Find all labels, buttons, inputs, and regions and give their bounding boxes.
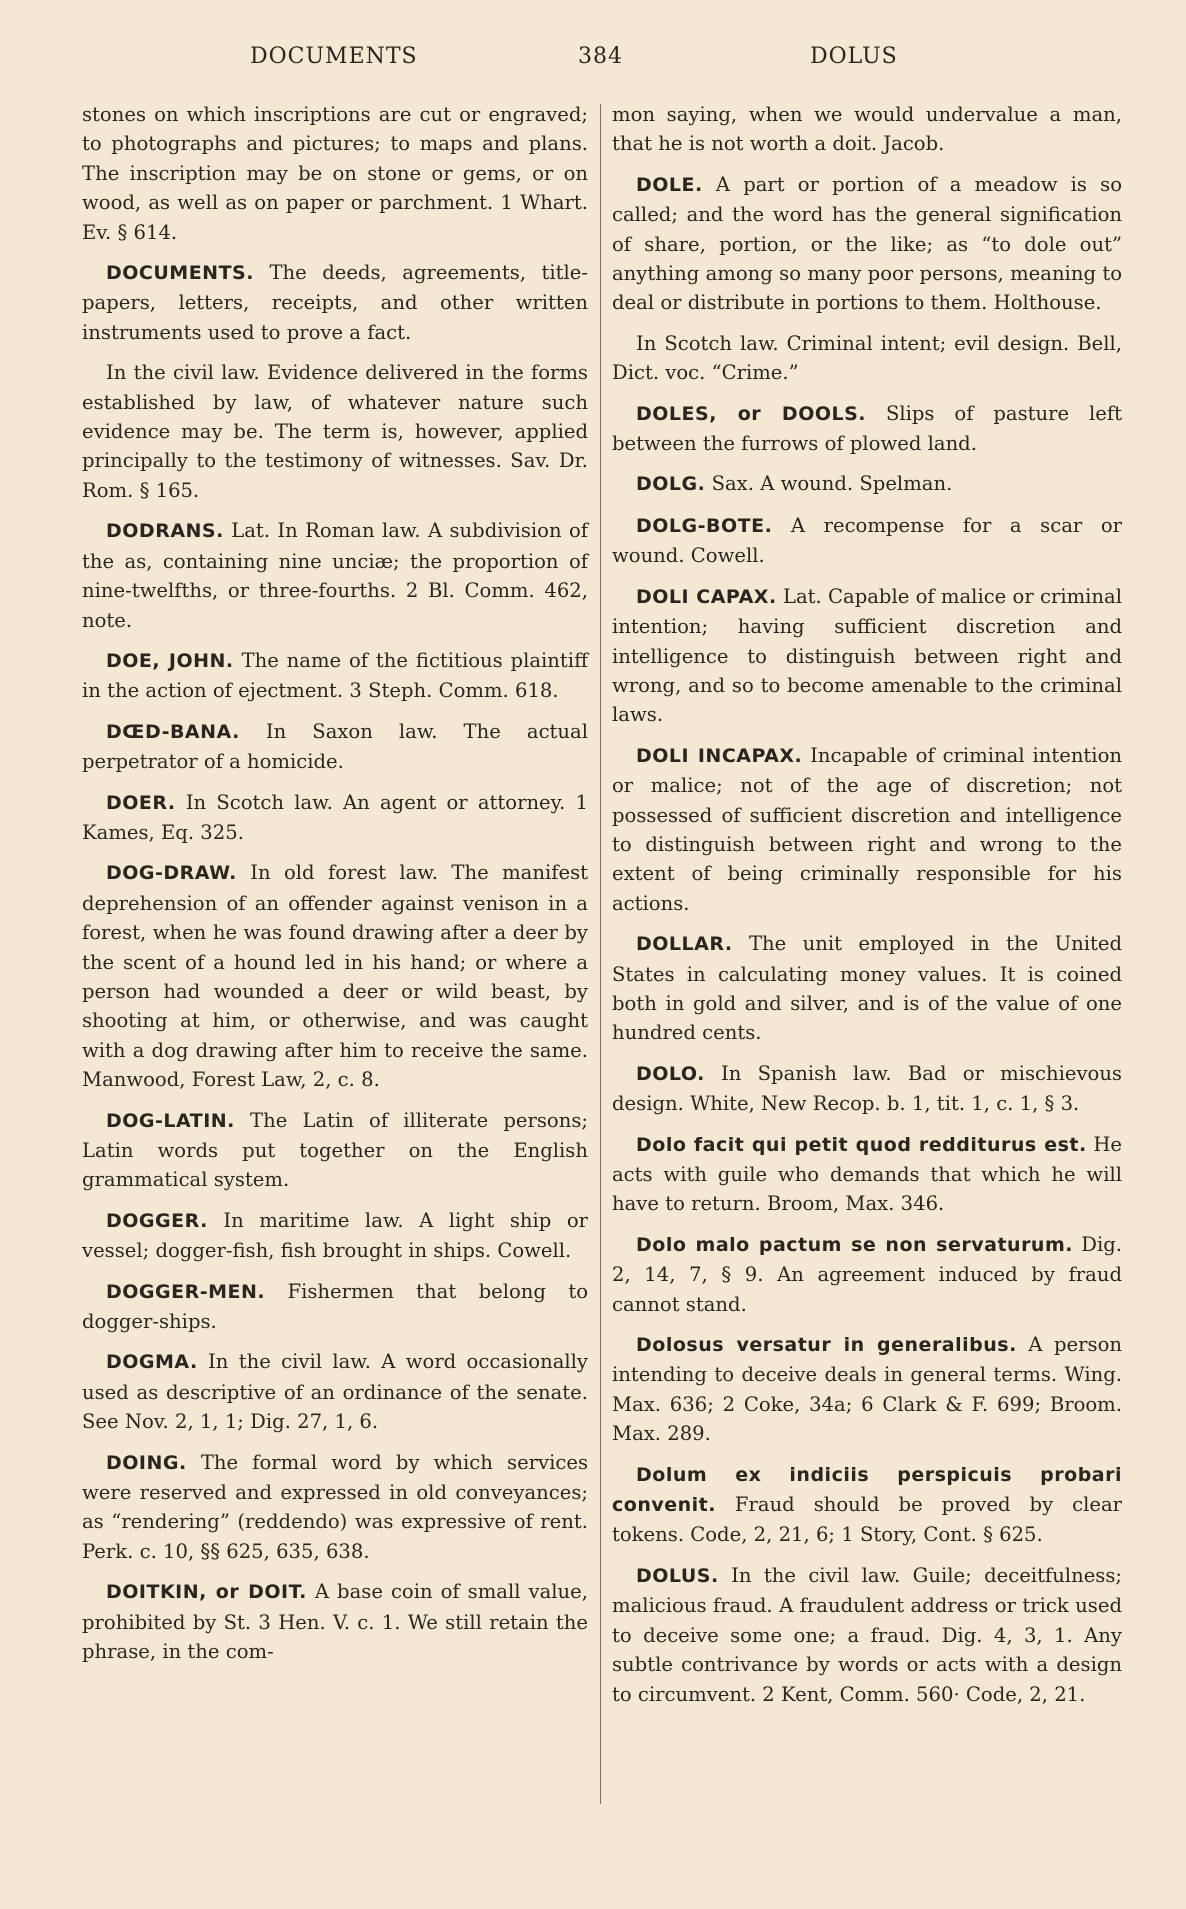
entry-headword: DOG-DRAW. bbox=[106, 862, 237, 885]
entry-headword: DŒD-BANA. bbox=[106, 720, 240, 743]
entry-headword: DOLE. bbox=[636, 173, 703, 196]
dictionary-entry bbox=[612, 329, 1122, 388]
dictionary-entry bbox=[82, 1206, 588, 1266]
right-column bbox=[612, 100, 1122, 1720]
dictionary-entry bbox=[612, 582, 1122, 730]
dictionary-entry bbox=[82, 1448, 588, 1567]
entry-definition: mon saying, when we would undervalue a man, that he is not worth a doit. Jacob. bbox=[612, 103, 1122, 156]
dictionary-entry bbox=[612, 511, 1122, 571]
entry-definition: In Scotch law. An agent or attorney. 1 Kames, Eq. 325. bbox=[82, 790, 589, 844]
entry-definition: The formal word by which services were reserved and expressed in old conveyances; as “rendering” (reddendo) was expressive of rent. Perk. c. 10, §§ 625, 635, 638. bbox=[82, 1450, 588, 1563]
entry-headword: DOLI CAPAX. bbox=[636, 585, 777, 608]
running-header bbox=[82, 44, 1122, 78]
header-left-guideword: DOCUMENTS bbox=[250, 44, 418, 69]
entry-headword: DOLG. bbox=[636, 473, 706, 496]
page-number: 384 bbox=[578, 44, 623, 69]
dictionary-entry bbox=[612, 1059, 1122, 1119]
entry-definition: stones on which inscriptions are cut or engraved; to photographs and pictures; to maps and plans. The inscription may be on stone or gems, or on wood, as well as on paper or parchment. 1 Whart. Ev. § 614. bbox=[82, 103, 588, 244]
entry-headword: DOCUMENTS. bbox=[106, 262, 254, 285]
entry-headword: DOGMA. bbox=[106, 1351, 198, 1374]
left-column bbox=[82, 100, 588, 1678]
entry-headword: DOING. bbox=[106, 1451, 187, 1474]
column-divider bbox=[600, 104, 601, 1804]
dictionary-entry bbox=[82, 717, 588, 777]
entry-headword: Dolo facit qui petit quod redditurus est. bbox=[636, 1133, 1087, 1156]
entry-definition: In Spanish law. Bad or mischievous design. White, New Recop. b. 1, tit. 1, c. 1, § 3. bbox=[612, 1061, 1122, 1116]
dictionary-entry bbox=[612, 1330, 1122, 1449]
dictionary-entry bbox=[82, 1277, 588, 1337]
dictionary-entry bbox=[82, 100, 588, 247]
header-right-guideword: DOLUS bbox=[810, 44, 898, 69]
entry-definition: Slips of pasture left between the furrows of plowed land. bbox=[612, 401, 1122, 456]
entry-headword: DOGGER. bbox=[106, 1209, 208, 1232]
dictionary-entry bbox=[82, 788, 588, 848]
entry-definition: In old forest law. The manifest deprehension of an offender against venison in a forest, when he was found drawing after a deer by the scent of a hound led in his hand; or where a person had wounded a deer or wild beast, by shooting at him, or otherwise, and was caught with a dog drawing after him to receive the same. Manwood, Forest Law, 2, c. 8. bbox=[82, 861, 588, 1092]
entry-headword: Dolum ex indiciis perspicuis probari convenit. bbox=[612, 1463, 1122, 1517]
entry-definition: In maritime law. A light ship or vessel; dogger-fish, fish brought in ships. Cowell. bbox=[82, 1208, 588, 1263]
dictionary-entry bbox=[82, 516, 588, 635]
entry-definition: A person intending to deceive deals in general terms. Wing. Max. 636; 2 Coke, 34a; 6 Clark & F. 699; Broom. Max. 289. bbox=[612, 1333, 1122, 1446]
dictionary-entry bbox=[82, 646, 588, 706]
dictionary-entry bbox=[82, 258, 588, 347]
entry-definition: Incapable of criminal intention or malice; not of the age of discretion; not possessed of sufficient discretion and intelligence to distinguish between right and wrong to the extent of being criminally responsible for his actions. bbox=[612, 743, 1122, 915]
entry-definition: Dig. 2, 14, 7, § 9. An agreement induced by fraud cannot stand. bbox=[612, 1232, 1122, 1316]
entry-definition: Sax. A wound. Spelman. bbox=[711, 472, 953, 496]
dictionary-entry bbox=[612, 1460, 1122, 1550]
dictionary-entry bbox=[612, 100, 1122, 159]
entry-headword: DOLUS. bbox=[636, 1564, 719, 1587]
entry-definition: A base coin of small value, prohibited by St. 3 Hen. V. c. 1. We still retain the phrase, in the com- bbox=[82, 1580, 588, 1664]
entry-headword: DOLES, or DOOLS. bbox=[636, 402, 867, 425]
entry-headword: DODRANS. bbox=[106, 520, 224, 543]
dictionary-entry bbox=[612, 1230, 1122, 1319]
entry-definition: Lat. In Roman law. A subdivision of the as, containing nine unciæ; the proportion of nine-twelfths, or three-fourths. 2 Bl. Comm. 462, note. bbox=[82, 519, 589, 632]
entry-definition: A part or portion of a meadow is so called; and the word has the general signification of share, portion, or the like; as “to dole out” anything among so many poor persons, meaning to deal or distribute in portions to them. Holthouse. bbox=[612, 172, 1122, 315]
entry-definition: Lat. Capable of malice or criminal intention; having sufficient discretion and intelligence to distinguish between right and wrong, and so to become amenable to the criminal laws. bbox=[612, 584, 1122, 727]
entry-definition: Fishermen that belong to dogger-ships. bbox=[82, 1279, 588, 1334]
entry-headword: Dolosus versatur in generalibus. bbox=[636, 1334, 1017, 1357]
entry-definition: The Latin of illiterate persons; Latin words put together on the English grammatical system. bbox=[82, 1108, 589, 1192]
entry-definition: In the civil law. Guile; deceitfulness; malicious fraud. A fraudulent address or trick used to deceive some one; a fraud. Dig. 4, 3, 1. Any subtle contrivance by words or acts with a design to circumvent. 2 Kent, Comm. 560· Code, 2, 21. bbox=[612, 1563, 1123, 1706]
dictionary-entry bbox=[612, 170, 1122, 318]
entry-definition: In the civil law. A word occasionally used as descriptive of an ordinance of the senate. See Nov. 2, 1, 1; Dig. 27, 1, 6. bbox=[82, 1350, 589, 1434]
entry-headword: DOE, JOHN. bbox=[106, 649, 234, 672]
entry-headword: DOG-LATIN. bbox=[106, 1109, 235, 1132]
entry-definition: In the civil law. Evidence delivered in the forms established by law, of whatever nature such evidence may be. The term is, however, applied principally to the testimony of witnesses. Sav. Dr. Rom. § 165. bbox=[82, 361, 588, 502]
dictionary-entry bbox=[612, 399, 1122, 459]
dictionary-entry bbox=[612, 469, 1122, 499]
dictionary-entry bbox=[82, 358, 588, 505]
dictionary-entry bbox=[82, 1106, 588, 1195]
entry-headword: DOITKIN, or DOIT. bbox=[106, 1581, 307, 1604]
dictionary-entry bbox=[612, 1130, 1122, 1219]
dictionary-entry bbox=[612, 741, 1122, 918]
dictionary-entry bbox=[82, 1347, 588, 1436]
entry-headword: DOLG-BOTE. bbox=[636, 514, 773, 537]
entry-definition: In Scotch law. Criminal intent; evil design. Bell, Dict. voc. “Crime.” bbox=[612, 331, 1122, 385]
dictionary-entry bbox=[612, 1561, 1122, 1709]
entry-definition: The deeds, agreements, title-papers, letters, receipts, and other written instruments used to prove a fact. bbox=[82, 261, 588, 344]
entry-definition: The name of the fictitious plaintiff in the action of ejectment. 3 Steph. Comm. 618. bbox=[82, 648, 588, 703]
dictionary-entry bbox=[612, 929, 1122, 1048]
entry-definition: A recompense for a scar or wound. Cowell. bbox=[612, 513, 1122, 568]
entry-definition: He acts with guile who demands that which he will have to return. Broom, Max. 346. bbox=[612, 1132, 1123, 1216]
entry-headword: DOLO. bbox=[636, 1062, 705, 1085]
entry-definition: Fraud should be proved by clear tokens. Code, 2, 21, 6; 1 Story, Cont. § 625. bbox=[612, 1493, 1122, 1547]
entry-definition: The unit employed in the United States in calculating money values. It is coined both in gold and silver, and is of the value of one hundred cents. bbox=[612, 932, 1122, 1045]
entry-headword: DOER. bbox=[106, 791, 176, 814]
entry-headword: DOGGER-MEN. bbox=[106, 1280, 266, 1303]
entry-headword: DOLLAR. bbox=[636, 933, 733, 956]
entry-headword: Dolo malo pactum se non servaturum. bbox=[636, 1233, 1073, 1256]
dictionary-entry bbox=[82, 858, 588, 1094]
entry-definition: In Saxon law. The actual perpetrator of a homicide. bbox=[82, 719, 588, 774]
entry-headword: DOLI INCAPAX. bbox=[636, 744, 803, 767]
dictionary-entry bbox=[82, 1577, 588, 1666]
